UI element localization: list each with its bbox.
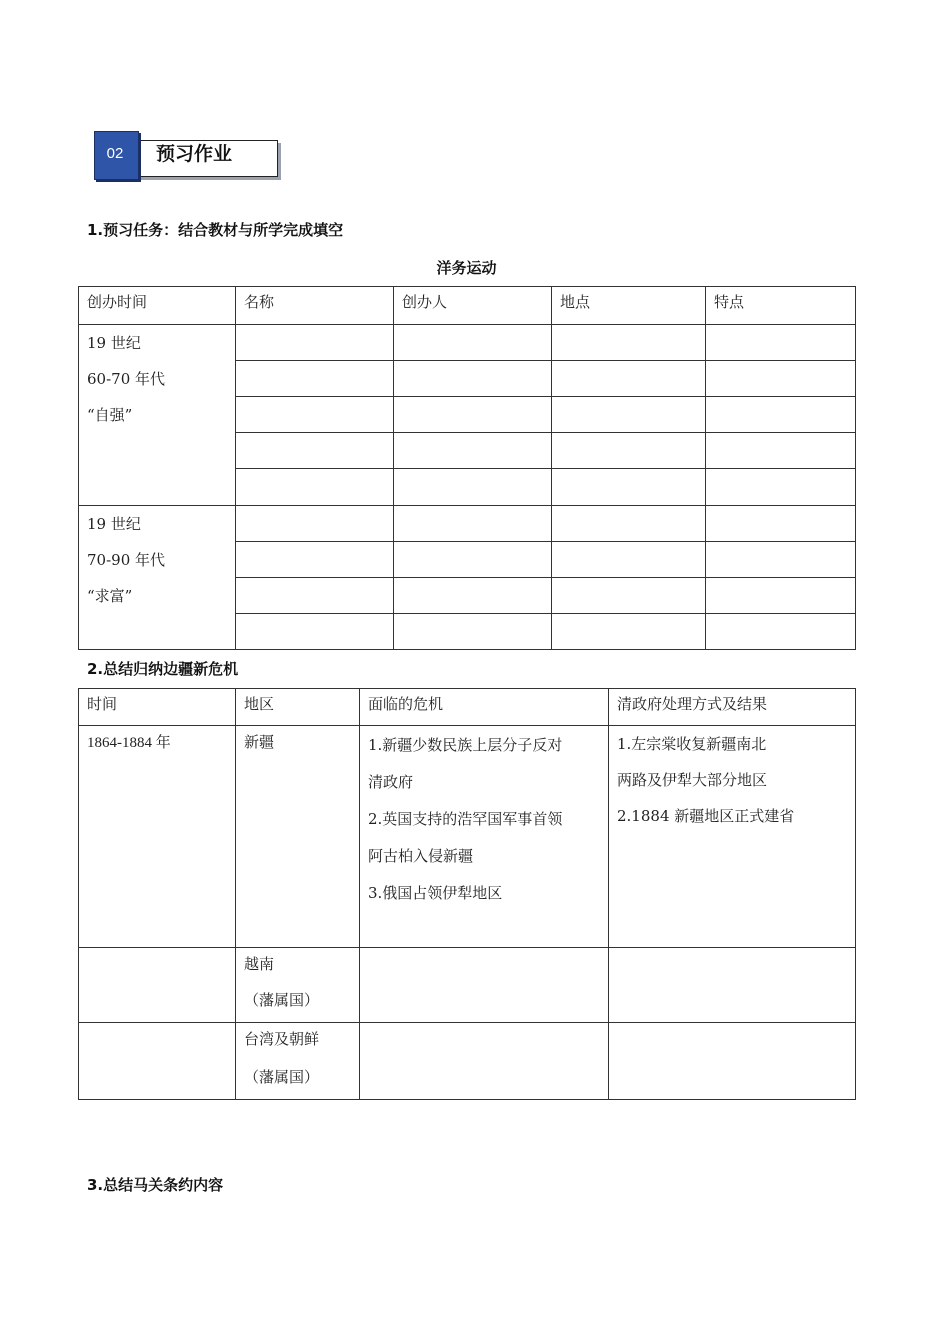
region-cell <box>236 948 360 1023</box>
era-century: 19 世纪 <box>87 334 141 352</box>
crisis-line: 清政府 <box>368 773 414 791</box>
blank-cell <box>706 578 856 614</box>
era-century: 19 世纪 <box>87 515 141 533</box>
region-name: 越南 <box>244 955 275 973</box>
section-number: 02 <box>106 145 124 162</box>
era-slogan: “求富” <box>87 587 133 605</box>
blank-cell <box>360 1023 609 1100</box>
table-row <box>79 325 856 361</box>
blank-cell <box>394 325 552 361</box>
blank-cell <box>236 614 394 650</box>
table-header-row <box>79 287 856 325</box>
blank-cell <box>706 506 856 542</box>
blank-cell <box>552 397 706 433</box>
column-header: 时间 <box>79 689 236 726</box>
result-line: 两路及伊犁大部分地区 <box>617 771 768 789</box>
blank-cell <box>609 1023 856 1100</box>
era-cell <box>79 506 236 650</box>
crisis-line: 阿古柏入侵新疆 <box>368 847 474 865</box>
blank-cell <box>394 433 552 469</box>
blank-cell <box>236 397 394 433</box>
column-header: 清政府处理方式及结果 <box>609 689 856 726</box>
task3-heading: 3.总结马关条约内容 <box>87 1176 224 1194</box>
time-cell <box>79 948 236 1023</box>
column-header: 地点 <box>552 287 706 325</box>
yangwu-table <box>78 286 856 650</box>
blank-cell <box>236 506 394 542</box>
region-name: 台湾及朝鲜 <box>244 1030 320 1048</box>
task2-heading: 2.总结归纳边疆新危机 <box>87 660 239 678</box>
blank-cell <box>394 542 552 578</box>
era-decades: 70-90 年代 <box>87 551 166 569</box>
blank-cell <box>394 614 552 650</box>
time-cell <box>79 1023 236 1100</box>
frontier-crisis-table <box>78 688 856 1100</box>
crisis-lines <box>368 730 608 915</box>
region-note: （藩属国） <box>244 1068 320 1086</box>
blank-cell <box>394 361 552 397</box>
blank-cell <box>552 506 706 542</box>
table-header-row <box>79 689 856 726</box>
table-row <box>79 948 856 1023</box>
column-header: 创办人 <box>394 287 552 325</box>
blank-cell <box>236 578 394 614</box>
column-header: 特点 <box>706 287 856 325</box>
column-header: 地区 <box>236 689 360 726</box>
blank-cell <box>394 469 552 506</box>
blank-cell <box>706 614 856 650</box>
table-row <box>79 1023 856 1100</box>
blank-cell <box>706 397 856 433</box>
blank-cell <box>609 948 856 1023</box>
time-cell: 1864-1884 年 <box>79 726 236 948</box>
blank-cell <box>552 578 706 614</box>
blank-cell <box>706 542 856 578</box>
blank-cell <box>706 433 856 469</box>
blank-cell <box>706 325 856 361</box>
blank-cell <box>552 469 706 506</box>
blank-cell <box>394 506 552 542</box>
blank-cell <box>552 542 706 578</box>
result-cell <box>609 726 856 948</box>
blank-cell <box>394 397 552 433</box>
blank-cell <box>552 325 706 361</box>
blank-cell <box>552 614 706 650</box>
region-note: （藩属国） <box>244 991 320 1009</box>
result-lines <box>617 730 855 838</box>
table1-caption: 洋务运动 <box>436 259 497 277</box>
column-header: 面临的危机 <box>360 689 609 726</box>
blank-cell <box>706 361 856 397</box>
era-cell <box>79 325 236 506</box>
result-line: 1.左宗棠收复新疆南北 <box>617 735 767 753</box>
table-row <box>79 506 856 542</box>
blank-cell <box>394 578 552 614</box>
blank-cell <box>706 469 856 506</box>
result-line: 2.1884 新疆地区正式建省 <box>617 807 795 825</box>
era-slogan: “自强” <box>87 406 133 424</box>
region-cell <box>236 1023 360 1100</box>
crisis-line: 3.俄国占领伊犁地区 <box>368 884 503 902</box>
task1-heading: 1.预习任务：结合教材与所学完成填空 <box>87 221 344 239</box>
blank-cell <box>552 433 706 469</box>
era-decades: 60-70 年代 <box>87 370 166 388</box>
column-header: 名称 <box>236 287 394 325</box>
table-row <box>79 726 856 948</box>
region-cell: 新疆 <box>236 726 360 948</box>
blank-cell <box>236 361 394 397</box>
blank-cell <box>552 361 706 397</box>
crisis-line: 1.新疆少数民族上层分子反对 <box>368 736 563 754</box>
blank-cell <box>360 948 609 1023</box>
blank-cell <box>236 542 394 578</box>
blank-cell <box>236 433 394 469</box>
blank-cell <box>236 325 394 361</box>
blank-cell <box>236 469 394 506</box>
column-header: 创办时间 <box>79 287 236 325</box>
crisis-cell <box>360 726 609 948</box>
section-badge <box>94 131 279 180</box>
crisis-line: 2.英国支持的浩罕国军事首领 <box>368 810 563 828</box>
section-title: 预习作业 <box>156 143 233 165</box>
